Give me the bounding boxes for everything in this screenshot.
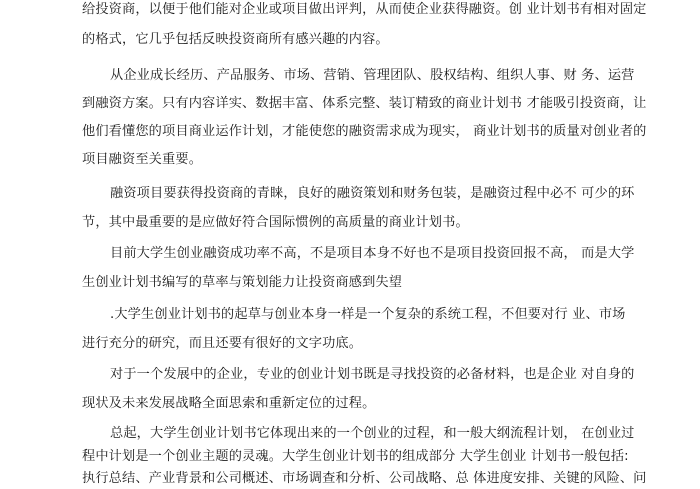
paragraph-line: .大学生创业计划书的起草与创业本身一样是一个复杂的系统工程，不但要对行 业、市场 — [110, 307, 626, 322]
paragraph-line: 给投资商，以便于他们能对企业或项目做出评判，从而使企业获得融资。创 业计划书有相对固定 — [82, 2, 647, 17]
paragraph-line: 项目融资至关重要。 — [82, 152, 203, 167]
paragraph-line: 现状及未来发展战略全面思索和重新定位的过程。 — [82, 396, 376, 411]
paragraph-line: 总起，大学生创业计划书它体现出来的一个创业的过程，和一般大纲流程计划， 在创业过 — [110, 426, 635, 441]
paragraph-line: 目前大学生创业融资成功率不高，不是项目本身不好也不是项目投资回报不高， 而是大学 — [110, 246, 635, 261]
paragraph-line: 节，其中最重要的是应做好符合国际惯例的高质量的商业计划书。 — [82, 215, 469, 230]
paragraph-line: 融资项目要获得投资商的青睐，良好的融资策划和财务包装，是融资过程中必不 可少的环 — [110, 186, 635, 201]
paragraph-line: 生创业计划书编写的草率与策划能力让投资商感到失望 — [82, 275, 403, 290]
paragraph-line: 从企业成长经历、产品服务、市场、营销、管理团队、股权结构、组织人事、财 务、运营 — [110, 68, 635, 83]
paragraph-line: 程中计划是一个创业主题的灵魂。大学生创业计划书的组成部分 大学生创业 计划书一般包括: — [82, 449, 629, 464]
paragraph-line: 执行总结、产业背景和公司概述、市场调查和分析、公司战略、总 体进度安排、关键的风险、问 — [82, 471, 647, 486]
paragraph-line: 他们看懂您的项目商业运作计划，才能使您的融资需求成为现实， 商业计划书的质量对创业者的 — [82, 124, 647, 139]
paragraph-line: 到融资方案。只有内容详实、数据丰富、体系完整、装订精致的商业计划书 才能吸引投资商，让 — [82, 96, 647, 111]
paragraph-line: 对于一个发展中的企业，专业的创业计划书既是寻找投资的必备材料，也是企业 对自身的 — [110, 367, 635, 382]
paragraph-line: 的格式，它几乎包括反映投资商所有感兴趣的内容。 — [82, 32, 389, 47]
paragraph-line: 进行充分的研究，而且还要有很好的文字功底。 — [82, 336, 363, 351]
